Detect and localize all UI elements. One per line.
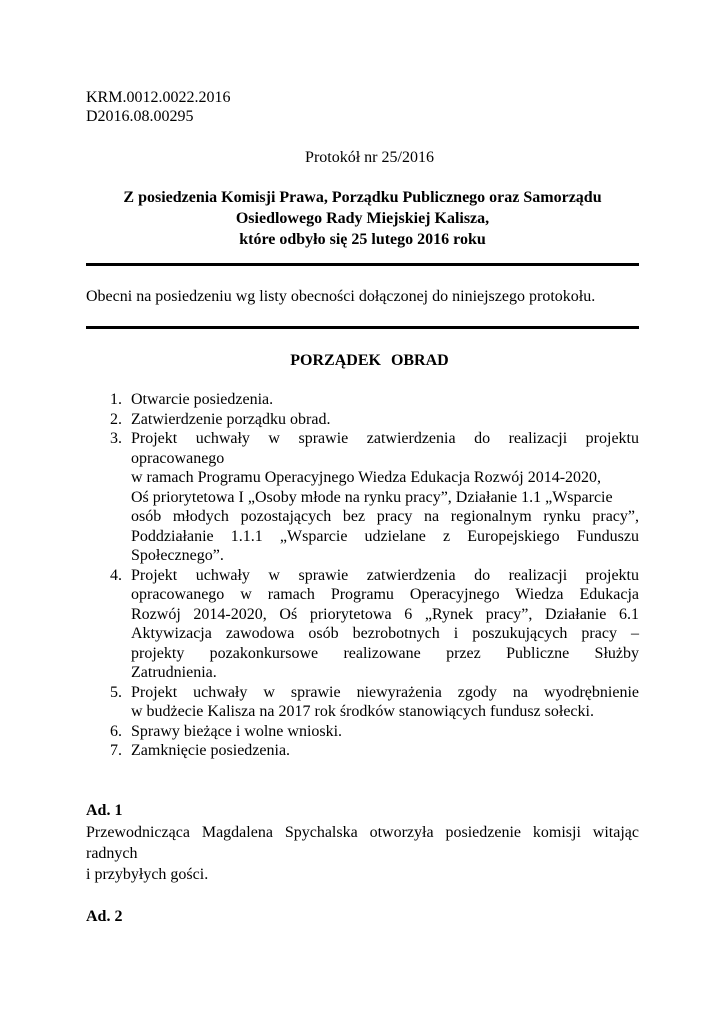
section-heading-ad1: Ad. 1: [86, 802, 123, 819]
agenda-item-number: 1.: [110, 391, 122, 408]
title-line: Osiedlowego Rady Miejskiej Kalisza,: [235, 210, 490, 227]
agenda-item-text: Otwarcie posiedzenia.: [131, 391, 274, 408]
agenda-item: [110, 410, 639, 430]
agenda-list: [110, 390, 639, 761]
document-number: D2016.08.00295: [86, 108, 194, 125]
agenda-item-text: Aktywizacja zawodowa osób bezrobotnych i poszukujących pracy –: [131, 625, 639, 642]
agenda-item-number: 7.: [110, 742, 122, 759]
agenda-item-number: 4.: [110, 566, 122, 584]
agenda-item-text: Projekt uchwały w sprawie zatwierdzenia do realizacji projektu: [131, 430, 639, 447]
agenda-item-text: Sprawy bieżące i wolne wnioski.: [131, 722, 343, 740]
agenda-item: [110, 429, 639, 566]
section-text-ad1: [86, 822, 639, 885]
agenda-item: [110, 390, 639, 410]
agenda-item-text: Społecznego”.: [131, 547, 224, 564]
agenda-item-text: Oś priorytetowa I „Osoby młode na rynku pracy”, Działanie 1.1 „Wsparcie: [131, 488, 613, 506]
protocol-title: [86, 187, 639, 250]
agenda-item-text: opracowanego: [131, 449, 225, 467]
attendance-note: Obecni na posiedzeniu wg listy obecności dołączonej do niniejszego protokołu.: [86, 288, 596, 305]
agenda-item-number: 2.: [110, 410, 122, 428]
agenda-item-text: Zatwierdzenie porządku obrad.: [131, 410, 331, 428]
title-line: Z posiedzenia Komisji Prawa, Porządku Publicznego oraz Samorządu: [123, 189, 602, 206]
agenda-item: [110, 683, 639, 722]
protocol-number: Protokół nr 25/2016: [305, 149, 434, 166]
divider-bottom: [86, 326, 639, 329]
agenda-item: [110, 741, 639, 761]
paragraph-line: i przybyłych gości.: [86, 866, 209, 883]
title-line: które odbyło się 25 lutego 2016 roku: [239, 231, 486, 248]
agenda-item-text: Rozwój 2014-2020, Oś priorytetowa 6 „Rynek pracy”, Działanie 6.1: [131, 605, 639, 623]
agenda-item-text: Poddziałanie 1.1.1 „Wsparcie udzielane z Europejskiego Funduszu: [131, 527, 639, 545]
agenda-item-number: 3.: [110, 430, 122, 447]
agenda-item: [110, 722, 639, 742]
agenda-item-text: w ramach Programu Operacyjnego Wiedza Edukacja Rozwój 2014-2020,: [131, 469, 602, 486]
agenda-item-text: Zamknięcie posiedzenia.: [131, 742, 291, 759]
agenda-item-text: w budżecie Kalisza na 2017 rok środków stanowiących fundusz sołecki.: [131, 703, 594, 720]
reference-number: KRM.0012.0022.2016: [86, 89, 231, 106]
divider-top: [86, 263, 639, 266]
agenda-item: [110, 566, 639, 683]
agenda-item-text: projekty pozakonkursowe realizowane przez Publiczne Służby: [131, 644, 639, 662]
agenda-item-text: Projekt uchwały w sprawie zatwierdzenia do realizacji projektu: [131, 566, 639, 584]
agenda-item-text: opracowanego w ramach Programu Operacyjnego Wiedza Edukacja: [131, 586, 639, 603]
agenda-item-text: osób młodych pozostających bez pracy na regionalnym rynku pracy”,: [131, 508, 639, 525]
agenda-item-number: 5.: [110, 683, 122, 701]
agenda-item-text: Zatrudnienia.: [131, 664, 217, 681]
agenda-item-number: 6.: [110, 722, 122, 740]
section-heading-ad2: Ad. 2: [86, 908, 123, 925]
paragraph-line: Przewodnicząca Magdalena Spychalska otworzyła posiedzenie komisji witając: [86, 824, 639, 841]
agenda-heading: PORZĄDEK OBRAD: [290, 352, 449, 369]
paragraph-line: radnych: [86, 845, 138, 862]
agenda-item-text: Projekt uchwały w sprawie niewyrażenia zgody na wyodrębnienie: [131, 683, 639, 701]
